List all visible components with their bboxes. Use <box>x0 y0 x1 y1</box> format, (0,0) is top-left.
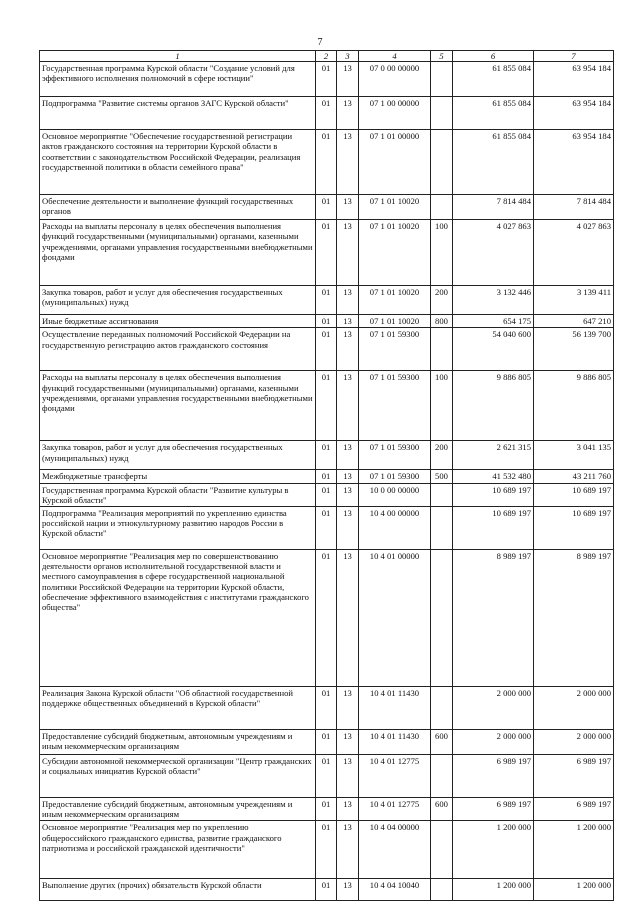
row-c2-cell: 01 <box>316 97 337 130</box>
row-c2-cell: 01 <box>316 441 337 470</box>
row-c7-cell: 2 000 000 <box>534 687 614 730</box>
row-c5-cell: 200 <box>431 441 453 470</box>
row-c6-cell: 54 040 600 <box>453 328 534 371</box>
row-c2-cell: 01 <box>316 755 337 798</box>
row-c5-cell <box>431 507 453 550</box>
row-c5-cell <box>431 328 453 371</box>
row-c6-cell: 61 855 084 <box>453 97 534 130</box>
row-c7-cell: 3 041 135 <box>534 441 614 470</box>
row-c4-cell: 10 4 01 00000 <box>359 550 431 687</box>
row-c7-cell: 1 200 000 <box>534 821 614 879</box>
row-name-cell: Иные бюджетные ассигнования <box>40 315 316 328</box>
row-c2-cell: 01 <box>316 371 337 441</box>
row-c3-cell: 13 <box>337 879 359 901</box>
row-c5-cell <box>431 821 453 879</box>
row-c6-cell: 6 989 197 <box>453 755 534 798</box>
row-name-cell: Выполнение других (прочих) обязательств Курской области <box>40 879 316 901</box>
row-c2-cell: 01 <box>316 550 337 687</box>
row-c7-cell: 56 139 700 <box>534 328 614 371</box>
row-c3-cell: 13 <box>337 483 359 506</box>
row-c4-cell: 07 1 01 10020 <box>359 315 431 328</box>
row-c2-cell: 01 <box>316 315 337 328</box>
row-c7-cell: 43 211 760 <box>534 470 614 483</box>
row-c6-cell: 61 855 084 <box>453 130 534 195</box>
row-c6-cell: 10 689 197 <box>453 507 534 550</box>
row-c7-cell: 1 200 000 <box>534 879 614 901</box>
row-c6-cell: 2 000 000 <box>453 730 534 755</box>
row-name-cell: Закупка товаров, работ и услуг для обеспечения государственных (муниципальных) нужд <box>40 286 316 315</box>
row-name-cell: Основное мероприятие "Реализация мер по укреплению общероссийского гражданского единства, развитие гражданского патриотизма и российской гражданской идентичности" <box>40 821 316 879</box>
row-c4-cell: 07 1 01 59300 <box>359 470 431 483</box>
row-name-cell: Основное мероприятие "Реализация мер по совершенствованию деятельности органов исполнительной государственной власти и местного самоуправления в сфере государственной национальной политики Российской Федерации на территории Курской области, обеспечение эффективного взаимодействия с институтами гражданского общества" <box>40 550 316 687</box>
row-name-cell: Расходы на выплаты персоналу в целях обеспечения выполнения функций государственными (муниципальными) органами, казенными учреждениями, органами управления государственными внебюджетными фондами <box>40 220 316 286</box>
header-cell: 4 <box>359 51 431 62</box>
row-c6-cell: 654 175 <box>453 315 534 328</box>
page-number: 7 <box>317 37 323 48</box>
row-c2-cell: 01 <box>316 62 337 97</box>
row-c6-cell: 2 621 315 <box>453 441 534 470</box>
table-row <box>40 328 614 371</box>
row-c4-cell: 10 4 04 00000 <box>359 821 431 879</box>
table-row <box>40 550 614 687</box>
row-c4-cell: 10 4 01 12775 <box>359 755 431 798</box>
table-row <box>40 371 614 441</box>
row-c2-cell: 01 <box>316 687 337 730</box>
table-row <box>40 97 614 130</box>
header-cell: 7 <box>534 51 614 62</box>
row-c6-cell: 3 132 446 <box>453 286 534 315</box>
row-c4-cell: 10 4 00 00000 <box>359 507 431 550</box>
row-c3-cell: 13 <box>337 371 359 441</box>
table-row <box>40 130 614 195</box>
table-row <box>40 286 614 315</box>
row-c7-cell: 63 954 184 <box>534 97 614 130</box>
table-row <box>40 821 614 879</box>
row-c3-cell: 13 <box>337 798 359 821</box>
row-c7-cell: 3 139 411 <box>534 286 614 315</box>
row-name-cell: Осуществление переданных полномочий Российской Федерации на государственную регистрацию актов гражданского состояния <box>40 328 316 371</box>
row-c7-cell: 63 954 184 <box>534 130 614 195</box>
row-c4-cell: 07 1 01 10020 <box>359 220 431 286</box>
row-name-cell: Субсидии автономной некоммерческой организации "Центр гражданских и социальных инициатив Курской области" <box>40 755 316 798</box>
row-c3-cell: 13 <box>337 441 359 470</box>
row-c7-cell: 4 027 863 <box>534 220 614 286</box>
row-c7-cell: 9 886 805 <box>534 371 614 441</box>
row-c4-cell: 07 1 01 59300 <box>359 328 431 371</box>
row-c2-cell: 01 <box>316 730 337 755</box>
row-c7-cell: 6 989 197 <box>534 755 614 798</box>
row-c3-cell: 13 <box>337 315 359 328</box>
row-c3-cell: 13 <box>337 130 359 195</box>
table-row <box>40 195 614 220</box>
row-c7-cell: 2 000 000 <box>534 730 614 755</box>
row-name-cell: Предоставление субсидий бюджетным, автономным учреждениям и иным некоммерческим организациям <box>40 730 316 755</box>
row-c6-cell: 10 689 197 <box>453 483 534 506</box>
row-c6-cell: 8 989 197 <box>453 550 534 687</box>
table-body <box>40 62 614 901</box>
table-row <box>40 730 614 755</box>
row-c2-cell: 01 <box>316 879 337 901</box>
row-c5-cell: 600 <box>431 730 453 755</box>
row-c3-cell: 13 <box>337 220 359 286</box>
header-cell: 1 <box>40 51 316 62</box>
table-row <box>40 879 614 901</box>
row-c4-cell: 10 4 01 11430 <box>359 730 431 755</box>
table-row <box>40 798 614 821</box>
row-c5-cell <box>431 687 453 730</box>
row-c2-cell: 01 <box>316 483 337 506</box>
row-c7-cell: 10 689 197 <box>534 483 614 506</box>
row-c5-cell <box>431 550 453 687</box>
row-c5-cell <box>431 755 453 798</box>
row-c3-cell: 13 <box>337 195 359 220</box>
row-c2-cell: 01 <box>316 130 337 195</box>
header-cell: 2 <box>316 51 337 62</box>
row-name-cell: Государственная программа Курской области "Создание условий для эффективного исполнения полномочий в сфере юстиции" <box>40 62 316 97</box>
row-c4-cell: 07 1 01 59300 <box>359 441 431 470</box>
row-c3-cell: 13 <box>337 97 359 130</box>
row-c3-cell: 13 <box>337 286 359 315</box>
row-c5-cell <box>431 879 453 901</box>
header-cell: 6 <box>453 51 534 62</box>
row-name-cell: Реализация Закона Курской области "Об областной государственной поддержке общественных объединений в Курской области" <box>40 687 316 730</box>
row-c7-cell: 647 210 <box>534 315 614 328</box>
header-cell: 5 <box>431 51 453 62</box>
row-c6-cell: 6 989 197 <box>453 798 534 821</box>
row-name-cell: Обеспечение деятельности и выполнение функций государственных органов <box>40 195 316 220</box>
row-c5-cell <box>431 483 453 506</box>
row-c6-cell: 4 027 863 <box>453 220 534 286</box>
table-row <box>40 470 614 483</box>
table-row <box>40 315 614 328</box>
row-name-cell: Межбюджетные трансферты <box>40 470 316 483</box>
table-row <box>40 507 614 550</box>
row-c4-cell: 10 4 01 11430 <box>359 687 431 730</box>
row-c5-cell: 800 <box>431 315 453 328</box>
header-row <box>40 51 614 62</box>
row-c2-cell: 01 <box>316 821 337 879</box>
row-c2-cell: 01 <box>316 470 337 483</box>
row-c7-cell: 10 689 197 <box>534 507 614 550</box>
row-c5-cell: 200 <box>431 286 453 315</box>
row-name-cell: Основное мероприятие "Обеспечение государственной регистрации актов гражданского состояния на территории Курской области в соответствии с законодательством Российской Федерации, реализация государственной политики в области семейного права" <box>40 130 316 195</box>
row-c2-cell: 01 <box>316 328 337 371</box>
row-c3-cell: 13 <box>337 507 359 550</box>
row-c2-cell: 01 <box>316 798 337 821</box>
row-c4-cell: 07 1 01 10020 <box>359 286 431 315</box>
header-cell: 3 <box>337 51 359 62</box>
row-c5-cell <box>431 130 453 195</box>
row-c4-cell: 07 1 01 59300 <box>359 371 431 441</box>
table-row <box>40 687 614 730</box>
row-c3-cell: 13 <box>337 821 359 879</box>
table-row <box>40 483 614 506</box>
row-c5-cell <box>431 97 453 130</box>
row-c4-cell: 07 1 01 00000 <box>359 130 431 195</box>
row-c2-cell: 01 <box>316 286 337 315</box>
row-c4-cell: 07 1 00 00000 <box>359 97 431 130</box>
row-c5-cell: 500 <box>431 470 453 483</box>
row-c6-cell: 61 855 084 <box>453 62 534 97</box>
row-c4-cell: 07 0 00 00000 <box>359 62 431 97</box>
row-name-cell: Подпрограмма "Реализация мероприятий по укреплению единства российской нации и этнокультурному развитию народов России в Курской области" <box>40 507 316 550</box>
row-c7-cell: 8 989 197 <box>534 550 614 687</box>
row-c5-cell: 100 <box>431 220 453 286</box>
row-name-cell: Подпрограмма "Развитие системы органов ЗАГС Курской области" <box>40 97 316 130</box>
row-c7-cell: 6 989 197 <box>534 798 614 821</box>
table-row <box>40 755 614 798</box>
row-name-cell: Расходы на выплаты персоналу в целях обеспечения выполнения функций государственными (муниципальными) органами, казенными учреждениями, органами управления государственными внебюджетными фондами <box>40 371 316 441</box>
row-c6-cell: 7 814 484 <box>453 195 534 220</box>
row-c5-cell <box>431 195 453 220</box>
row-c2-cell: 01 <box>316 507 337 550</box>
row-name-cell: Закупка товаров, работ и услуг для обеспечения государственных (муниципальных) нужд <box>40 441 316 470</box>
row-name-cell: Предоставление субсидий бюджетным, автономным учреждениям и иным некоммерческим организациям <box>40 798 316 821</box>
row-c4-cell: 10 4 04 10040 <box>359 879 431 901</box>
table-row <box>40 220 614 286</box>
row-name-cell: Государственная программа Курской области "Развитие культуры в Курской области" <box>40 483 316 506</box>
row-c2-cell: 01 <box>316 220 337 286</box>
row-c6-cell: 2 000 000 <box>453 687 534 730</box>
row-c4-cell: 10 0 00 00000 <box>359 483 431 506</box>
row-c7-cell: 63 954 184 <box>534 62 614 97</box>
row-c6-cell: 1 200 000 <box>453 821 534 879</box>
row-c3-cell: 13 <box>337 550 359 687</box>
row-c7-cell: 7 814 484 <box>534 195 614 220</box>
row-c6-cell: 1 200 000 <box>453 879 534 901</box>
row-c4-cell: 07 1 01 10020 <box>359 195 431 220</box>
row-c5-cell: 100 <box>431 371 453 441</box>
table-row <box>40 441 614 470</box>
row-c3-cell: 13 <box>337 470 359 483</box>
row-c2-cell: 01 <box>316 195 337 220</box>
row-c6-cell: 41 532 480 <box>453 470 534 483</box>
row-c3-cell: 13 <box>337 687 359 730</box>
row-c6-cell: 9 886 805 <box>453 371 534 441</box>
budget-table <box>39 50 614 901</box>
table-row <box>40 62 614 97</box>
row-c3-cell: 13 <box>337 62 359 97</box>
row-c3-cell: 13 <box>337 730 359 755</box>
row-c5-cell <box>431 62 453 97</box>
row-c5-cell: 600 <box>431 798 453 821</box>
row-c4-cell: 10 4 01 12775 <box>359 798 431 821</box>
row-c3-cell: 13 <box>337 328 359 371</box>
row-c3-cell: 13 <box>337 755 359 798</box>
